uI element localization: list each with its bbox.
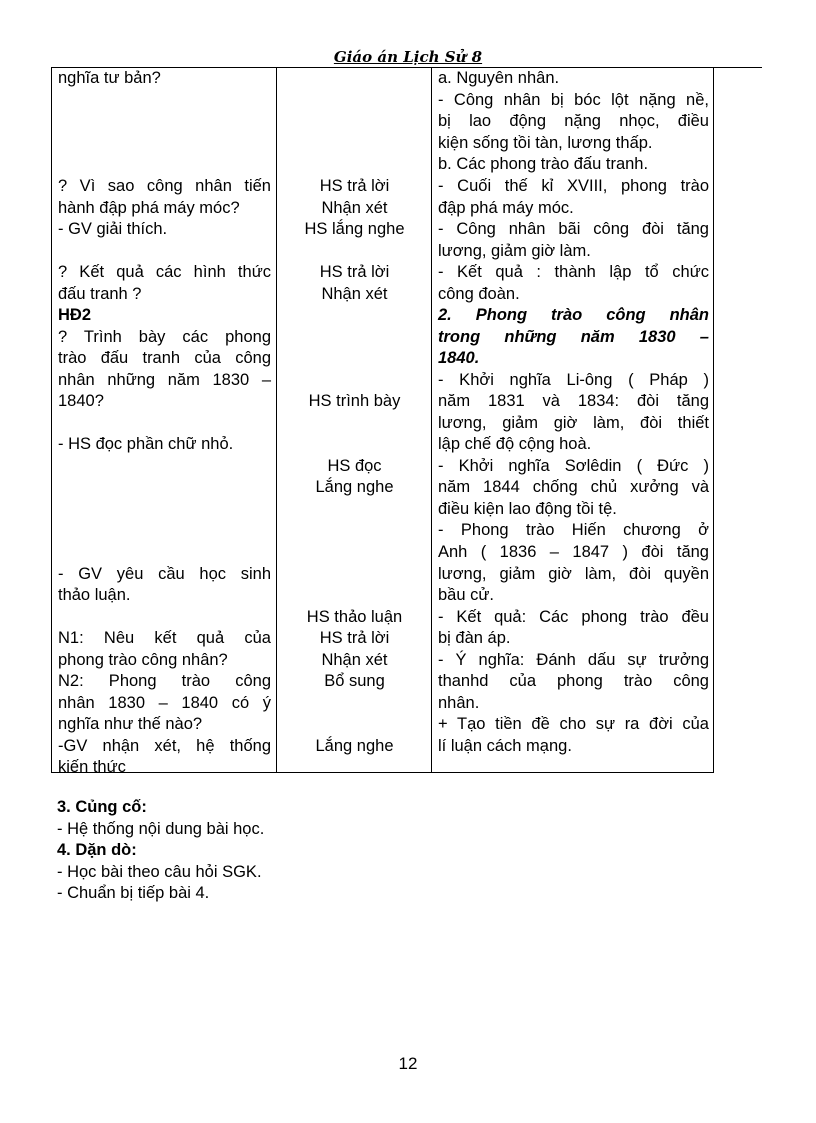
student-line: Nhận xét xyxy=(321,285,388,303)
student-line: HS lắng nghe xyxy=(304,220,405,238)
student-column xyxy=(277,68,432,772)
activities-column xyxy=(52,68,277,776)
content-line: a. Nguyên nhân. xyxy=(438,69,560,87)
activity-line: 1840? xyxy=(58,392,104,410)
dan-do-item: - Học bài theo câu hỏi SGK. xyxy=(57,863,262,881)
content-line: lập chế độ cộng hoà. xyxy=(438,435,592,453)
activity-line: nghĩa tư bản? xyxy=(58,69,161,87)
content-line: lương, giảm giờ làm, đòi thiết xyxy=(438,414,709,432)
activity-line: đấu tranh ? xyxy=(58,285,142,303)
activity-line: nghĩa như thế nào? xyxy=(58,715,203,733)
section-heading: 1840. xyxy=(438,349,480,367)
student-line: Lắng nghe xyxy=(315,737,394,755)
activity-line: ? Kết quả các hình thức xyxy=(58,263,271,281)
student-line: Nhận xét xyxy=(321,651,388,669)
section-heading: trong những năm 1830 – xyxy=(438,328,709,346)
content-line: nhân. xyxy=(438,694,480,712)
content-line: - Ý nghĩa: Đánh dấu sự trưởng xyxy=(438,651,709,669)
activity-line: kiến thức xyxy=(58,758,126,776)
page-number: 12 xyxy=(398,1054,418,1073)
dan-do-heading: 4. Dặn dò: xyxy=(57,841,137,859)
content-line: lương, giảm giờ làm, đòi quyền xyxy=(438,565,709,583)
student-line: Bổ sung xyxy=(324,672,385,690)
section-heading: 2. Phong trào công nhân xyxy=(438,306,709,324)
content-line: + Tạo tiền đề cho sự ra đời của xyxy=(438,715,709,733)
student-line: HS thảo luận xyxy=(306,608,403,626)
content-line: - Kết quả : thành lập tổ chức xyxy=(438,263,709,281)
content-line: b. Các phong trào đấu tranh. xyxy=(438,155,649,173)
activity-line: nhân những năm 1830 – xyxy=(58,371,271,389)
activity-line: ? Vì sao công nhân tiến xyxy=(58,177,271,195)
content-line: đập phá máy móc. xyxy=(438,199,574,217)
content-line: điều kiện lao động tồi tệ. xyxy=(438,500,617,518)
student-line: Nhận xét xyxy=(321,199,388,217)
content-line: bị đàn áp. xyxy=(438,629,511,647)
student-line: HS trả lời xyxy=(319,629,390,647)
student-line: HS trả lời xyxy=(319,263,390,281)
content-line: - Khởi nghĩa Li-ông ( Pháp ) xyxy=(438,371,709,389)
student-line: Lắng nghe xyxy=(315,478,394,496)
activity-line: phong trào công nhân? xyxy=(58,651,228,669)
activity-line: thảo luận. xyxy=(58,586,131,604)
content-line: - Công nhân bãi công đòi tăng xyxy=(438,220,709,238)
cung-co-item: - Hệ thống nội dung bài học. xyxy=(57,820,265,838)
content-line: lương, giảm giờ làm. xyxy=(438,242,591,260)
student-line: HS trình bày xyxy=(308,392,401,410)
content-line: Anh ( 1836 – 1847 ) đòi tăng xyxy=(438,543,709,561)
content-line: công đoàn. xyxy=(438,285,520,303)
header-title: Giáo án Lịch Sử 8 xyxy=(333,48,483,66)
page-header xyxy=(0,48,816,66)
content-line: bầu cử. xyxy=(438,586,494,604)
cung-co-heading: 3. Củng cố: xyxy=(57,798,147,816)
content-column xyxy=(432,68,713,772)
activity-line: ? Trình bày các phong xyxy=(58,328,271,346)
activity-line: N1: Nêu kết quả của xyxy=(58,629,271,647)
content-line: - Công nhân bị bóc lột nặng nề, xyxy=(438,91,709,109)
content-line: lí luận cách mạng. xyxy=(438,737,572,755)
content-line: - Kết quả: Các phong trào đều xyxy=(438,608,709,626)
content-line: năm 1844 chống chủ xưởng và xyxy=(438,478,709,496)
lesson-table xyxy=(51,67,714,776)
student-line: HS đọc xyxy=(327,457,382,475)
content-line: thanhd của phong trào công xyxy=(438,672,709,690)
content-line: năm 1831 và 1834: đòi tăng xyxy=(438,392,709,410)
content-line: - Phong trào Hiến chương ở xyxy=(438,521,709,539)
activity-line: - HS đọc phần chữ nhỏ. xyxy=(58,435,234,453)
content-line: - Khởi nghĩa Sơlêdin ( Đức ) xyxy=(438,457,709,475)
activity-line: hành đập phá máy móc? xyxy=(58,199,240,217)
activity-line: -GV nhận xét, hệ thống xyxy=(58,737,271,755)
student-line: HS trả lời xyxy=(319,177,390,195)
activity-line: nhân 1830 – 1840 có ý xyxy=(58,694,271,712)
content-line: bị lao động nặng nhọc, điều xyxy=(438,112,709,130)
content-line: - Cuối thế kỉ XVIII, phong trào xyxy=(438,177,709,195)
activity-line: trào đấu tranh của công xyxy=(58,349,271,367)
hd2-label: HĐ2 xyxy=(58,306,92,324)
activity-line: N2: Phong trào công xyxy=(58,672,271,690)
dan-do-item: - Chuẩn bị tiếp bài 4. xyxy=(57,884,210,902)
content-line: kiện sống tồi tàn, lương thấp. xyxy=(438,134,653,152)
activity-line: - GV yêu cầu học sinh xyxy=(58,565,271,583)
activity-line: - GV giải thích. xyxy=(58,220,168,238)
